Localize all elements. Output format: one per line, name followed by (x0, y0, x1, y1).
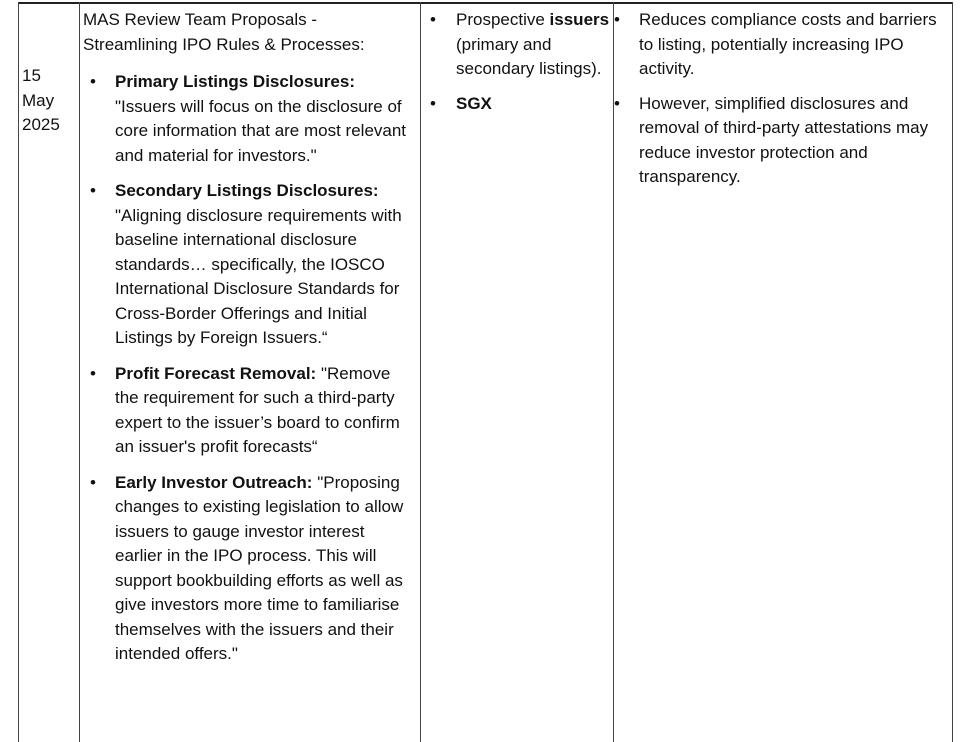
list-item (83, 179, 415, 351)
bullet: • (614, 10, 620, 29)
affected-list (430, 8, 612, 116)
bullet: • (90, 363, 96, 383)
column-divider (79, 2, 80, 742)
proposal-list (83, 70, 415, 667)
implications-cell (614, 8, 952, 200)
column-divider (952, 2, 953, 742)
item-text: "Remove the requirement for such a third-party expert to the issuer’s board to confirm an issuer's profit forecasts“ (115, 363, 400, 456)
table-row (18, 2, 953, 742)
date-year: 2025 (22, 115, 60, 134)
bullet: • (90, 181, 96, 200)
affected-parties-cell (430, 8, 612, 126)
implications-list (614, 8, 952, 190)
item-text: "Issuers will focus on the disclosure of core information that are most relevant and material for investors." (115, 96, 407, 165)
date-cell (22, 64, 78, 138)
item-heading: Profit Forecast Removal: (115, 363, 317, 383)
description-cell (83, 8, 415, 678)
item-heading: Primary Listings Disclosures: (115, 72, 355, 91)
date-day: 15 (22, 66, 41, 85)
row-top-border (18, 2, 953, 4)
list-item: • However, simplified disclosures and removal of third-party attestations may reduce investor protection and transparency. (614, 93, 929, 186)
bullet: • (430, 93, 436, 113)
item-heading: Early Investor Outreach: (115, 472, 313, 492)
bullet: • (614, 93, 620, 113)
list-item (83, 471, 415, 667)
party-name: issuers (549, 10, 610, 29)
list-item (83, 362, 415, 460)
list-item: • Reduces compliance costs and barriers to listing, potentially increasing IPO activity. (614, 10, 937, 78)
item-text: "Proposing changes to existing legislation to allow issuers to gauge investor interest earlier in the IPO process. This will support bookbuilding efforts as well as give investors more time to familiarise themselves with the issuers and their intended offers." (115, 472, 404, 663)
date-month: May (22, 90, 55, 110)
item-text: "Aligning disclosure requirements with baseline international disclosure standards… specifically, the IOSCO International Disclosure Standards for Cross-Border Offerings and Initial Listings by Foreign Issuers.“ (115, 205, 402, 347)
bullet: • (90, 72, 96, 91)
bullet: • (90, 472, 96, 492)
list-item: • Prospective issuers (primary and secondary listings). (430, 10, 610, 78)
party-name: SGX (456, 93, 492, 113)
column-divider (420, 2, 421, 742)
column-divider (18, 2, 19, 742)
bullet: • (430, 10, 436, 29)
proposal-title: MAS Review Team Proposals - Streamlining IPO Rules & Processes: (83, 10, 365, 54)
list-item (430, 92, 612, 117)
item-heading: Secondary Listings Disclosures: (115, 181, 379, 200)
list-item (83, 70, 415, 168)
